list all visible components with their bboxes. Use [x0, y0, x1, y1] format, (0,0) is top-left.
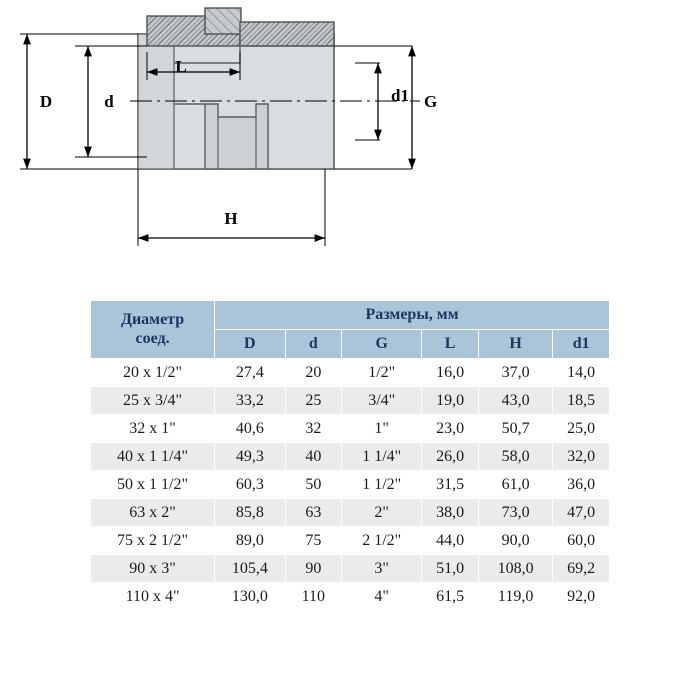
cell-L: 38,0: [422, 499, 479, 527]
header-diameter-line1: Диаметр: [120, 311, 185, 329]
cell-d1: 60,0: [553, 527, 610, 555]
cell-D: 60,3: [215, 471, 286, 499]
header-col-d: d: [285, 330, 342, 359]
table-row: [91, 583, 610, 611]
fitting-technical-drawing: [0, 0, 700, 280]
cell-d1: 36,0: [553, 471, 610, 499]
cell-L: 61,5: [422, 583, 479, 611]
cell-D: 130,0: [215, 583, 286, 611]
cell-L: 16,0: [422, 359, 479, 387]
cell-G: 2 1/2": [342, 527, 422, 555]
cell-H: 50,7: [478, 415, 552, 443]
cell-d1: 47,0: [553, 499, 610, 527]
cell-D: 85,8: [215, 499, 286, 527]
cell-d: 20: [285, 359, 342, 387]
cell-G: 4": [342, 583, 422, 611]
cell-diameter: 20 x 1/2": [91, 359, 215, 387]
cell-d: 50: [285, 471, 342, 499]
cell-G: 3": [342, 555, 422, 583]
header-diameter: [91, 301, 215, 359]
cell-D: 89,0: [215, 527, 286, 555]
cell-G: 3/4": [342, 387, 422, 415]
table-row: [91, 443, 610, 471]
cell-G: 1 1/2": [342, 471, 422, 499]
cell-diameter: 32 x 1": [91, 415, 215, 443]
cell-d1: 69,2: [553, 555, 610, 583]
table-row: [91, 359, 610, 387]
cell-d: 90: [285, 555, 342, 583]
header-group-sizes: Размеры, мм: [215, 301, 610, 330]
cell-d1: 92,0: [553, 583, 610, 611]
cell-H: 43,0: [478, 387, 552, 415]
cell-diameter: 75 x 2 1/2": [91, 527, 215, 555]
cell-L: 31,5: [422, 471, 479, 499]
cell-D: 49,3: [215, 443, 286, 471]
header-col-L: L: [422, 330, 479, 359]
dim-label-G: G: [424, 92, 438, 111]
table-row: [91, 387, 610, 415]
table-header-row-1: [91, 301, 610, 330]
cell-G: 1": [342, 415, 422, 443]
cell-H: 73,0: [478, 499, 552, 527]
table-row: [91, 555, 610, 583]
dim-label-H: H: [224, 209, 238, 228]
cell-d: 110: [285, 583, 342, 611]
cell-L: 19,0: [422, 387, 479, 415]
cell-d1: 32,0: [553, 443, 610, 471]
dim-label-d1: d1: [391, 86, 409, 105]
header-diameter-line2: соед.: [135, 329, 170, 347]
header-col-d1: d1: [553, 330, 610, 359]
dim-label-L: L: [175, 57, 187, 76]
cell-L: 51,0: [422, 555, 479, 583]
table-body: [91, 359, 610, 611]
cell-D: 40,6: [215, 415, 286, 443]
table-header: [91, 301, 610, 359]
cell-d1: 25,0: [553, 415, 610, 443]
cell-diameter: 25 x 3/4": [91, 387, 215, 415]
cell-d: 32: [285, 415, 342, 443]
dim-label-d: d: [104, 92, 114, 111]
cell-H: 90,0: [478, 527, 552, 555]
table-row: [91, 499, 610, 527]
header-col-H: H: [478, 330, 552, 359]
cell-H: 61,0: [478, 471, 552, 499]
table-row: [91, 471, 610, 499]
table-row: [91, 527, 610, 555]
cell-L: 44,0: [422, 527, 479, 555]
cell-diameter: 90 x 3": [91, 555, 215, 583]
cell-d: 75: [285, 527, 342, 555]
cell-H: 37,0: [478, 359, 552, 387]
table-row: [91, 415, 610, 443]
cell-diameter: 50 x 1 1/2": [91, 471, 215, 499]
cell-d: 63: [285, 499, 342, 527]
fitting-body: [138, 8, 334, 169]
cell-d1: 18,5: [553, 387, 610, 415]
cell-d1: 14,0: [553, 359, 610, 387]
cell-H: 119,0: [478, 583, 552, 611]
dimensions-table: [90, 300, 610, 611]
cell-d: 40: [285, 443, 342, 471]
cell-d: 25: [285, 387, 342, 415]
header-col-G: G: [342, 330, 422, 359]
cell-L: 26,0: [422, 443, 479, 471]
cell-diameter: 110 x 4": [91, 583, 215, 611]
cell-diameter: 63 x 2": [91, 499, 215, 527]
cell-D: 33,2: [215, 387, 286, 415]
cell-D: 27,4: [215, 359, 286, 387]
cell-G: 2": [342, 499, 422, 527]
cell-G: 1 1/4": [342, 443, 422, 471]
cell-diameter: 40 x 1 1/4": [91, 443, 215, 471]
cell-G: 1/2": [342, 359, 422, 387]
dimensions-table-wrapper: [90, 300, 610, 611]
cell-H: 58,0: [478, 443, 552, 471]
cell-H: 108,0: [478, 555, 552, 583]
cell-L: 23,0: [422, 415, 479, 443]
dim-label-D: D: [39, 92, 53, 111]
header-col-D: D: [215, 330, 286, 359]
cell-D: 105,4: [215, 555, 286, 583]
